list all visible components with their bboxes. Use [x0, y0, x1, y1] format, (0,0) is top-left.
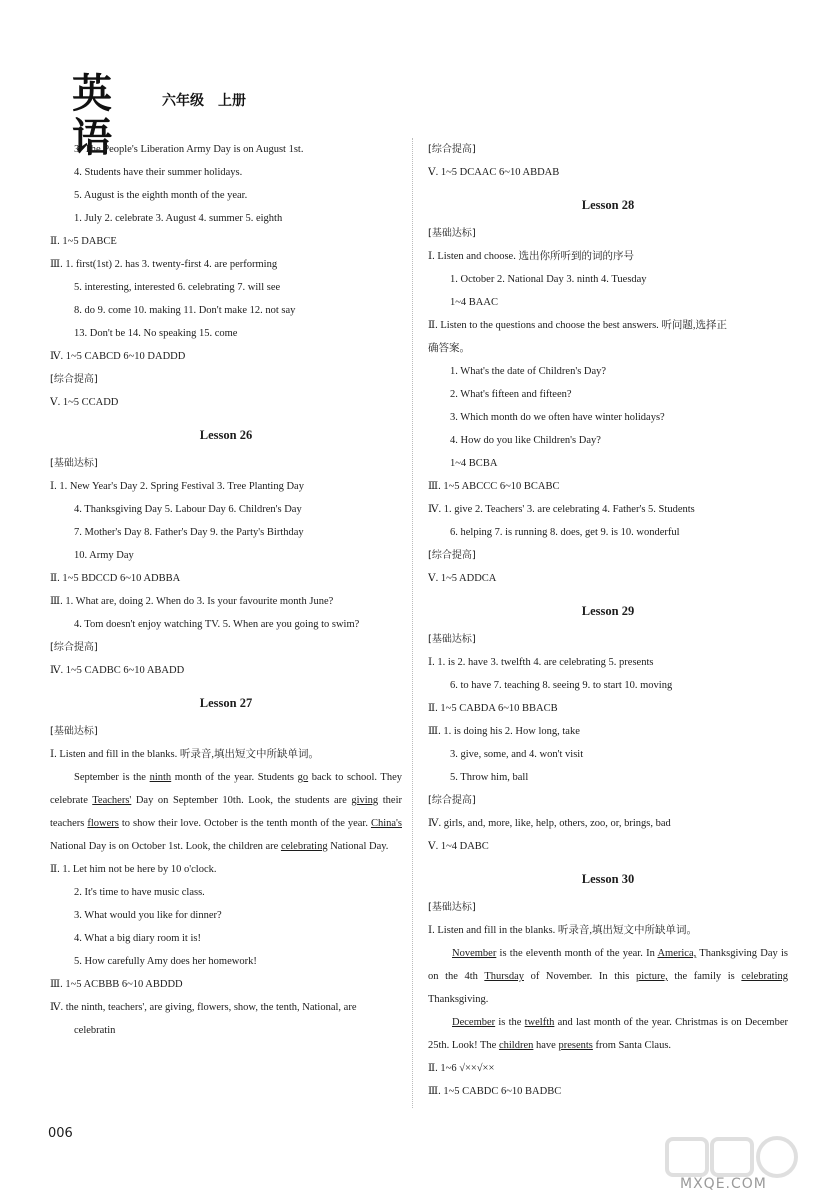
- answer-line: Ⅲ. 1. is doing his 2. How long, take: [428, 726, 580, 737]
- section-label: [综合提高]: [428, 795, 476, 806]
- right-column: [428, 138, 788, 1103]
- section-label: [综合提高]: [428, 144, 476, 155]
- answer-line: Ⅱ. 1~5 DABCE: [50, 236, 117, 247]
- answer-line: 3. What would you like for dinner?: [74, 910, 222, 921]
- lesson-heading: Lesson 26: [199, 428, 253, 442]
- section-label: [基础达标]: [428, 634, 476, 645]
- section-label: [基础达标]: [50, 726, 98, 737]
- answer-line: Ⅴ. 1~5 DCAAC 6~10 ABDAB: [428, 167, 560, 178]
- answer-line: Ⅱ. 1. Let him not be here by 10 o'clock.: [50, 864, 217, 875]
- left-column: [50, 138, 402, 1042]
- answer-line: Ⅴ. 1~4 DABC: [428, 841, 489, 852]
- answer-line: Ⅱ. Listen to the questions and choose the best answers. 听问题,选择正: [428, 320, 728, 331]
- answer-line: 2. What's fifteen and fifteen?: [450, 389, 572, 400]
- answer-line: 1. October 2. National Day 3. ninth 4. Tuesday: [450, 274, 647, 285]
- answer-line: Ⅲ. 1~5 ABCCC 6~10 BCABC: [428, 481, 560, 492]
- answer-line: 确答案。: [428, 343, 470, 354]
- answer-line: Ⅲ. 1. first(1st) 2. has 3. twenty-first 4. are performing: [50, 259, 278, 270]
- answer-line: 7. Mother's Day 8. Father's Day 9. the Party's Birthday: [74, 527, 304, 538]
- answer-line: Ⅱ. 1~6 √××√××: [428, 1063, 495, 1074]
- lesson-heading: Lesson 27: [199, 696, 253, 710]
- column-divider: [412, 138, 413, 1108]
- answer-line: 3. Which month do we often have winter holidays?: [450, 412, 665, 423]
- answer-line: Ⅳ. the ninth, teachers', are giving, flowers, show, the tenth, National, are: [50, 1002, 357, 1013]
- answer-line: Ⅳ. 1. give 2. Teachers' 3. are celebrating 4. Father's 5. Students: [428, 504, 695, 515]
- answer-line: 2. It's time to have music class.: [74, 887, 205, 898]
- answer-line: 8. do 9. come 10. making 11. Don't make 12. not say: [74, 305, 296, 316]
- grade-label: 六年级: [162, 93, 204, 109]
- section-label: [基础达标]: [428, 902, 476, 913]
- subject-title: 英语: [72, 71, 113, 161]
- answer-line: 3. The People's Liberation Army Day is on August 1st.: [74, 144, 304, 155]
- answer-line: Ⅱ. 1~5 CABDA 6~10 BBACB: [428, 703, 558, 714]
- section-label: [综合提高]: [50, 374, 98, 385]
- page-number: 006: [48, 1126, 73, 1141]
- answer-line: 1. What's the date of Children's Day?: [450, 366, 607, 377]
- answer-line: Ⅲ. 1~5 ACBBB 6~10 ABDDD: [50, 979, 183, 990]
- answer-line: 1~4 BCBA: [450, 458, 498, 469]
- answer-line: 10. Army Day: [74, 550, 134, 561]
- lesson-heading: Lesson 30: [581, 872, 635, 886]
- answer-line: Ⅲ. 1~5 CABDC 6~10 BADBC: [428, 1086, 562, 1097]
- answer-line: 4. What a big diary room it is!: [74, 933, 201, 944]
- answer-line: 4. Tom doesn't enjoy watching TV. 5. When are you going to swim?: [74, 619, 360, 630]
- section-label: [基础达标]: [50, 458, 98, 469]
- answer-line: 13. Don't be 14. No speaking 15. come: [74, 328, 238, 339]
- answer-line: 5. August is the eighth month of the year.: [74, 190, 248, 201]
- answer-line: 4. How do you like Children's Day?: [450, 435, 601, 446]
- answer-line: 4. Students have their summer holidays.: [74, 167, 243, 178]
- answer-line: Ⅰ. 1. is 2. have 3. twelfth 4. are celebrating 5. presents: [428, 657, 654, 668]
- answer-line: Ⅱ. 1~5 BDCCD 6~10 ADBBA: [50, 573, 181, 584]
- passage-paragraph: September is the ninth month of the year. Students go back to school. They celebrate Teachers' Day on September 10th. Look, the students are giving their teachers flowers to show their love. October is the tenth month of the year. China's National Day is on October 1st. Look, the children are celebrating National Day.: [50, 772, 402, 852]
- watermark-url: MXQE.COM: [680, 1176, 767, 1192]
- answer-line: 1. July 2. celebrate 3. August 4. summer 5. eighth: [74, 213, 283, 224]
- answer-line: Ⅰ. Listen and choose. 选出你所听到的词的序号: [428, 251, 634, 262]
- answer-line: 5. How carefully Amy does her homework!: [74, 956, 257, 967]
- answer-line: 6. helping 7. is running 8. does, get 9. is 10. wonderful: [450, 527, 680, 538]
- answer-line: 1~4 BAAC: [450, 297, 498, 308]
- section-label: [综合提高]: [50, 642, 98, 653]
- answer-line: Ⅳ. 1~5 CABCD 6~10 DADDD: [50, 351, 186, 362]
- answer-line: 3. give, some, and 4. won't visit: [450, 749, 584, 760]
- passage-paragraph: December is the twelfth and last month of the year. Christmas is on December 25th. Look! The children have presents from Santa Claus.: [428, 1017, 788, 1051]
- answer-line: Ⅰ. Listen and fill in the blanks. 听录音,填出短文中所缺单词。: [428, 925, 697, 936]
- subject-subtitle: [162, 90, 260, 110]
- volume-label: 上册: [218, 93, 246, 109]
- answer-line: celebratin: [74, 1025, 116, 1036]
- answer-line: Ⅴ. 1~5 CCADD: [50, 397, 119, 408]
- lesson-heading: Lesson 29: [581, 604, 635, 618]
- answer-line: Ⅴ. 1~5 ADDCA: [428, 573, 497, 584]
- answer-line: Ⅰ. 1. New Year's Day 2. Spring Festival 3. Tree Planting Day: [50, 481, 304, 492]
- answer-line: 5. Throw him, ball: [450, 772, 529, 783]
- answer-line: 5. interesting, interested 6. celebrating 7. will see: [74, 282, 281, 293]
- answer-line: 4. Thanksgiving Day 5. Labour Day 6. Children's Day: [74, 504, 302, 515]
- passage-paragraph: November is the eleventh month of the year. In America, Thanksgiving Day is on the 4th Thursday of November. In this picture, the family is celebrating Thanksgiving.: [428, 948, 789, 1005]
- answer-line: Ⅲ. 1. What are, doing 2. When do 3. Is your favourite month June?: [50, 596, 334, 607]
- answer-line: Ⅳ. 1~5 CADBC 6~10 ABADD: [50, 665, 185, 676]
- answer-line: Ⅰ. Listen and fill in the blanks. 听录音,填出短文中所缺单词。: [50, 749, 319, 760]
- answer-line: Ⅳ. girls, and, more, like, help, others, zoo, or, brings, bad: [428, 818, 671, 829]
- section-label: [基础达标]: [428, 228, 476, 239]
- answer-line: 6. to have 7. teaching 8. seeing 9. to start 10. moving: [450, 680, 673, 691]
- section-label: [综合提高]: [428, 550, 476, 561]
- lesson-heading: Lesson 28: [581, 198, 635, 212]
